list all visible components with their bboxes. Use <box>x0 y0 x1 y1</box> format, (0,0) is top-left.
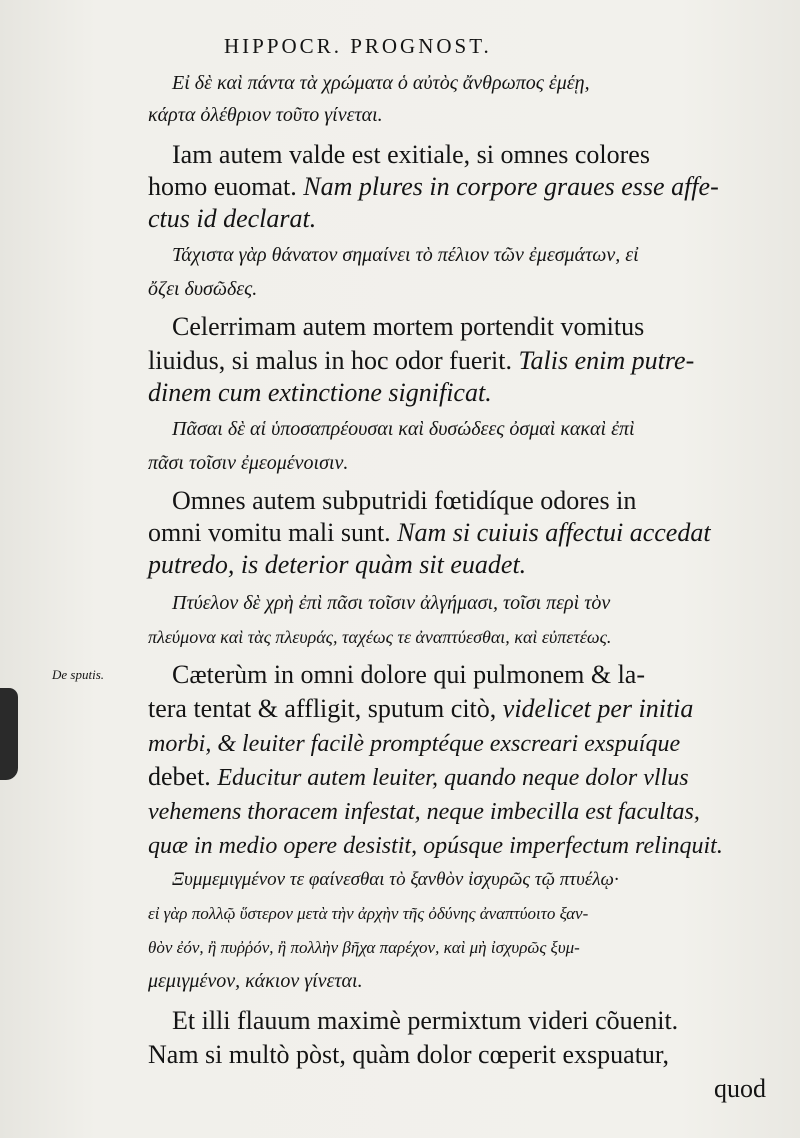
latin-line: vehemens thoracem infestat, neque imbecilla est facultas, <box>148 799 700 825</box>
greek-line: θὸν ἐόν, ἢ πυῤῥόν, ἢ πολλὴν βῆχα παρέχον, καὶ μὴ ἰσχυρῶς ξυμ- <box>148 938 580 957</box>
latin-line: Omnes autem subputridi fœtidíque odores in <box>172 486 637 515</box>
greek-line: Τάχιστα γὰρ θάνατον σημαίνει τὸ πέλιον τῶν ἐμεσμάτων, εἰ <box>172 244 639 266</box>
greek-line: Ξυμμεμιγμένον τε φαίνεσθαι τὸ ξανθὸν ἰσχυρῶς τῷ πτυέλῳ· <box>172 869 619 890</box>
latin-line: Iam autem valde est exitiale, si omnes colores <box>172 140 650 169</box>
latin-line: Cæterùm in omni dolore qui pulmonem & la- <box>172 660 646 689</box>
latin-line: morbi, & leuiter facilè promptéque exscreari exspuíque <box>148 731 681 757</box>
latin-line: dinem cum extinctione significat. <box>148 378 492 407</box>
latin-line: ctus id declarat. <box>148 204 317 233</box>
latin-line: Nam si multò pòst, quàm dolor cœperit exspuatur, <box>148 1040 670 1069</box>
greek-line: Εἰ δὲ καὶ πάντα τὰ χρώματα ὁ αὐτὸς ἄνθρωπος ἐμέῃ, <box>172 72 590 94</box>
running-head: HIPPOCR. PROGNOST. <box>224 34 492 58</box>
catchword: quod <box>714 1074 766 1103</box>
latin-line: homo euomat. Nam plures in corpore graues esse affe- <box>148 172 719 201</box>
greek-line: ὄζει δυσῶδες. <box>148 278 258 300</box>
latin-line: Et illi flauum maximè permixtum videri cõuenit. <box>172 1006 679 1035</box>
greek-line: πλεύμονα καὶ τὰς πλευράς, ταχέως τε ἀναπτύεσθαι, καὶ εὐπετέως. <box>148 627 612 647</box>
latin-line: putredo, is deterior quàm sit euadet. <box>148 550 527 579</box>
body-text <box>148 0 770 1138</box>
greek-line: κάρτα ὀλέθριον τοῦτο γίνεται. <box>148 104 383 126</box>
page-stain <box>0 688 18 780</box>
latin-line: Celerrimam autem mortem portendit vomitus <box>172 312 645 341</box>
latin-line: tera tentat & affligit, sputum citò, videlicet per initia <box>148 694 694 723</box>
margin-note: De sputis. <box>52 667 104 682</box>
greek-line: μεμιγμένον, κάκιον γίνεται. <box>148 970 363 992</box>
greek-line: Πᾶσαι δὲ αἱ ὑποσαπρέουσαι καὶ δυσώδεες ὀσμαὶ κακαὶ ἐπὶ <box>172 418 635 440</box>
latin-line: debet. Educitur autem leuiter, quando neque dolor vllus <box>148 762 689 791</box>
greek-line: Πτύελον δὲ χρὴ ἐπὶ πᾶσι τοῖσιν ἀλγήμασι, τοῖσι περὶ τὸν <box>172 592 611 614</box>
greek-line: εἰ γὰρ πολλῷ ὕστερον μετὰ τὴν ἀρχὴν τῆς ὀδύνης ἀναπτύοιτο ξαν- <box>148 904 589 923</box>
greek-line: πᾶσι τοῖσιν ἐμεομένοισιν. <box>148 452 349 474</box>
latin-line: omni vomitu mali sunt. Nam si cuiuis affectui accedat <box>148 518 711 547</box>
latin-line: liuidus, si malus in hoc odor fuerit. Talis enim putre- <box>148 346 695 375</box>
latin-line: quæ in medio opere desistit, opúsque imperfectum relinquit. <box>148 833 723 859</box>
